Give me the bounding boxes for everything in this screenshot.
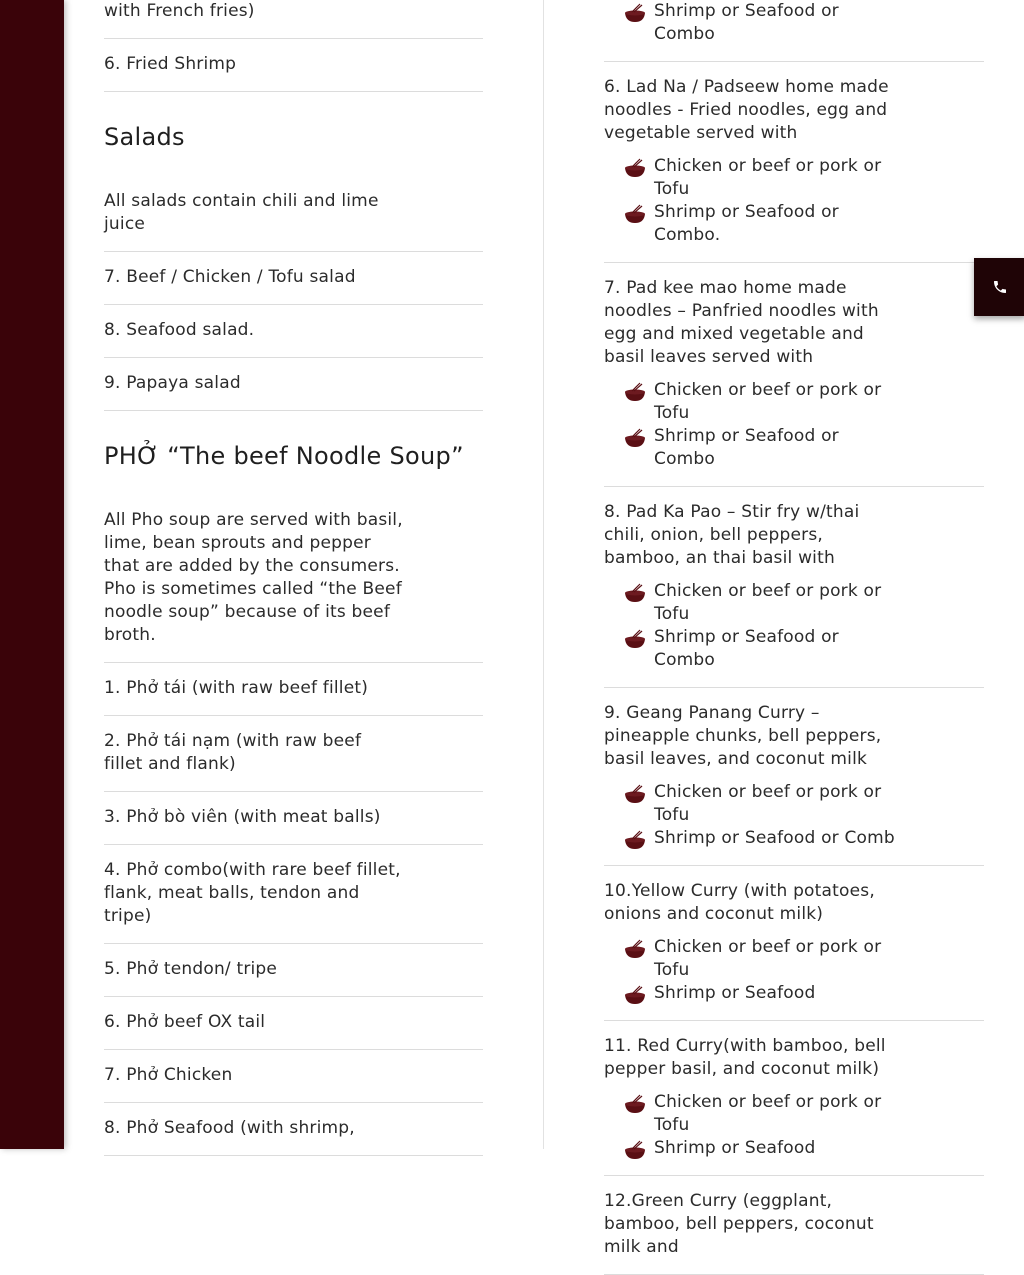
bowl-icon: [624, 629, 646, 649]
right-menu-column: [604, 0, 984, 1275]
section-note: [104, 509, 483, 663]
item-text: 5. Phở tendon/ tripe: [104, 959, 278, 979]
dish-name: 10.Yellow Curry (with potatoes, onions and coconut milk): [604, 881, 875, 924]
option-item: [624, 201, 900, 247]
menu-dish: [604, 1021, 984, 1176]
option-list: [604, 781, 984, 850]
option-text: Chicken or beef or pork or Tofu: [654, 581, 882, 624]
item-text: 2. Phở tái nạm (with raw beef fillet and flank): [104, 731, 362, 774]
menu-dish: [604, 263, 984, 487]
option-list: [604, 0, 984, 46]
dish-name: 6. Lad Na / Padseew home made noodles - Fried noodles, egg and vegetable served with: [604, 77, 889, 143]
item-text: 7. Beef / Chicken / Tofu salad: [104, 267, 356, 287]
bowl-icon: [624, 428, 646, 448]
item-text: 6. Phở beef OX tail: [104, 1012, 266, 1032]
option-item: [624, 781, 900, 827]
option-item: [624, 0, 900, 46]
option-list: [604, 580, 984, 672]
item-text: 1. Phở tái (with raw beef fillet): [104, 678, 369, 698]
list-item: [104, 305, 483, 358]
option-item: [624, 1091, 900, 1137]
menu-dish: [604, 62, 984, 263]
option-item: [624, 827, 900, 850]
list-item: [104, 252, 483, 305]
menu-dish: [604, 1176, 984, 1275]
dish-list: [604, 62, 984, 1275]
left-menu-column: [104, 0, 483, 1156]
phone-icon: [992, 279, 1008, 295]
item-text: 6. Fried Shrimp: [104, 54, 237, 74]
list-item: [104, 845, 483, 944]
menu-dish: [604, 487, 984, 688]
list-item: [104, 39, 483, 92]
list-item: [104, 792, 483, 845]
item-text: 8. Seafood salad.: [104, 320, 255, 340]
list-item: [104, 1103, 483, 1156]
list-item: [104, 358, 483, 411]
bowl-icon: [624, 1140, 646, 1160]
item-text: 4. Phở combo(with rare beef fillet, flank, meat balls, tendon and tripe): [104, 860, 401, 926]
bowl-icon: [624, 382, 646, 402]
option-text: Shrimp or Seafood: [654, 983, 816, 1003]
bowl-icon: [624, 1094, 646, 1114]
option-text: Chicken or beef or pork or Tofu: [654, 156, 882, 199]
bowl-icon: [624, 158, 646, 178]
list-item: [104, 1050, 483, 1103]
bowl-icon: [624, 583, 646, 603]
option-text: Shrimp or Seafood or Combo: [654, 1, 839, 44]
section-heading-pho: PHỞ “The beef Noodle Soup”: [104, 442, 464, 470]
option-list: [604, 936, 984, 1005]
option-item: [624, 155, 900, 201]
option-list: [604, 1091, 984, 1160]
column-divider: [543, 0, 544, 1149]
option-item: [624, 425, 900, 471]
menu-dish: [604, 866, 984, 1021]
dish-name: 11. Red Curry(with bamboo, bell pepper basil, and coconut milk): [604, 1036, 886, 1079]
item-text: 3. Phở bò viên (with meat balls): [104, 807, 381, 827]
option-text: Shrimp or Seafood or Comb: [654, 828, 895, 848]
bowl-icon: [624, 204, 646, 224]
dish-name: 9. Geang Panang Curry – pineapple chunks, bell peppers, basil leaves, and coconut milk: [604, 703, 882, 769]
option-text: Chicken or beef or pork or Tofu: [654, 1092, 882, 1135]
option-list: [604, 155, 984, 247]
item-text: All Pho soup are served with basil, lime, bean sprouts and pepper that are added by the consumers. Pho is sometimes called “the Beef noodle soup” because of its beef broth.: [104, 510, 403, 645]
item-text: 9. Papaya salad: [104, 373, 241, 393]
left-sidebar: [0, 0, 64, 1149]
item-text: 7. Phở Chicken: [104, 1065, 233, 1085]
menu-dish: [604, 688, 984, 866]
option-item: [624, 626, 900, 672]
option-text: Shrimp or Seafood or Combo.: [654, 202, 839, 245]
list-item: [104, 0, 483, 39]
option-text: Shrimp or Seafood: [654, 1138, 816, 1158]
option-list: [604, 379, 984, 471]
option-text: Shrimp or Seafood or Combo: [654, 627, 839, 670]
bowl-icon: [624, 3, 646, 23]
call-button[interactable]: [974, 258, 1024, 316]
item-text: All salads contain chili and lime juice: [104, 191, 379, 234]
option-item: [624, 936, 900, 982]
dish-name: 8. Pad Ka Pao – Stir fry w/thai chili, onion, bell peppers, bamboo, an thai basil with: [604, 502, 860, 568]
section-note: [104, 190, 483, 252]
list-item: [104, 716, 483, 792]
option-text: Chicken or beef or pork or Tofu: [654, 782, 882, 825]
item-text: 8. Phở Seafood (with shrimp,: [104, 1118, 355, 1138]
list-item: [604, 0, 984, 62]
option-text: Shrimp or Seafood or Combo: [654, 426, 839, 469]
bowl-icon: [624, 939, 646, 959]
bowl-icon: [624, 784, 646, 804]
section-heading-salads: Salads: [104, 123, 185, 151]
item-text: with French fries): [104, 1, 255, 21]
option-item: [624, 982, 900, 1005]
option-item: [624, 379, 900, 425]
dish-name: 12.Green Curry (eggplant, bamboo, bell peppers, coconut milk and: [604, 1191, 874, 1257]
list-item: [104, 997, 483, 1050]
list-item: [104, 944, 483, 997]
option-text: Chicken or beef or pork or Tofu: [654, 937, 882, 980]
dish-name: 7. Pad kee mao home made noodles – Panfried noodles with egg and mixed vegetable and basil leaves served with: [604, 278, 879, 367]
option-text: Chicken or beef or pork or Tofu: [654, 380, 882, 423]
bowl-icon: [624, 985, 646, 1005]
list-item: [104, 663, 483, 716]
option-item: [624, 580, 900, 626]
bowl-icon: [624, 830, 646, 850]
